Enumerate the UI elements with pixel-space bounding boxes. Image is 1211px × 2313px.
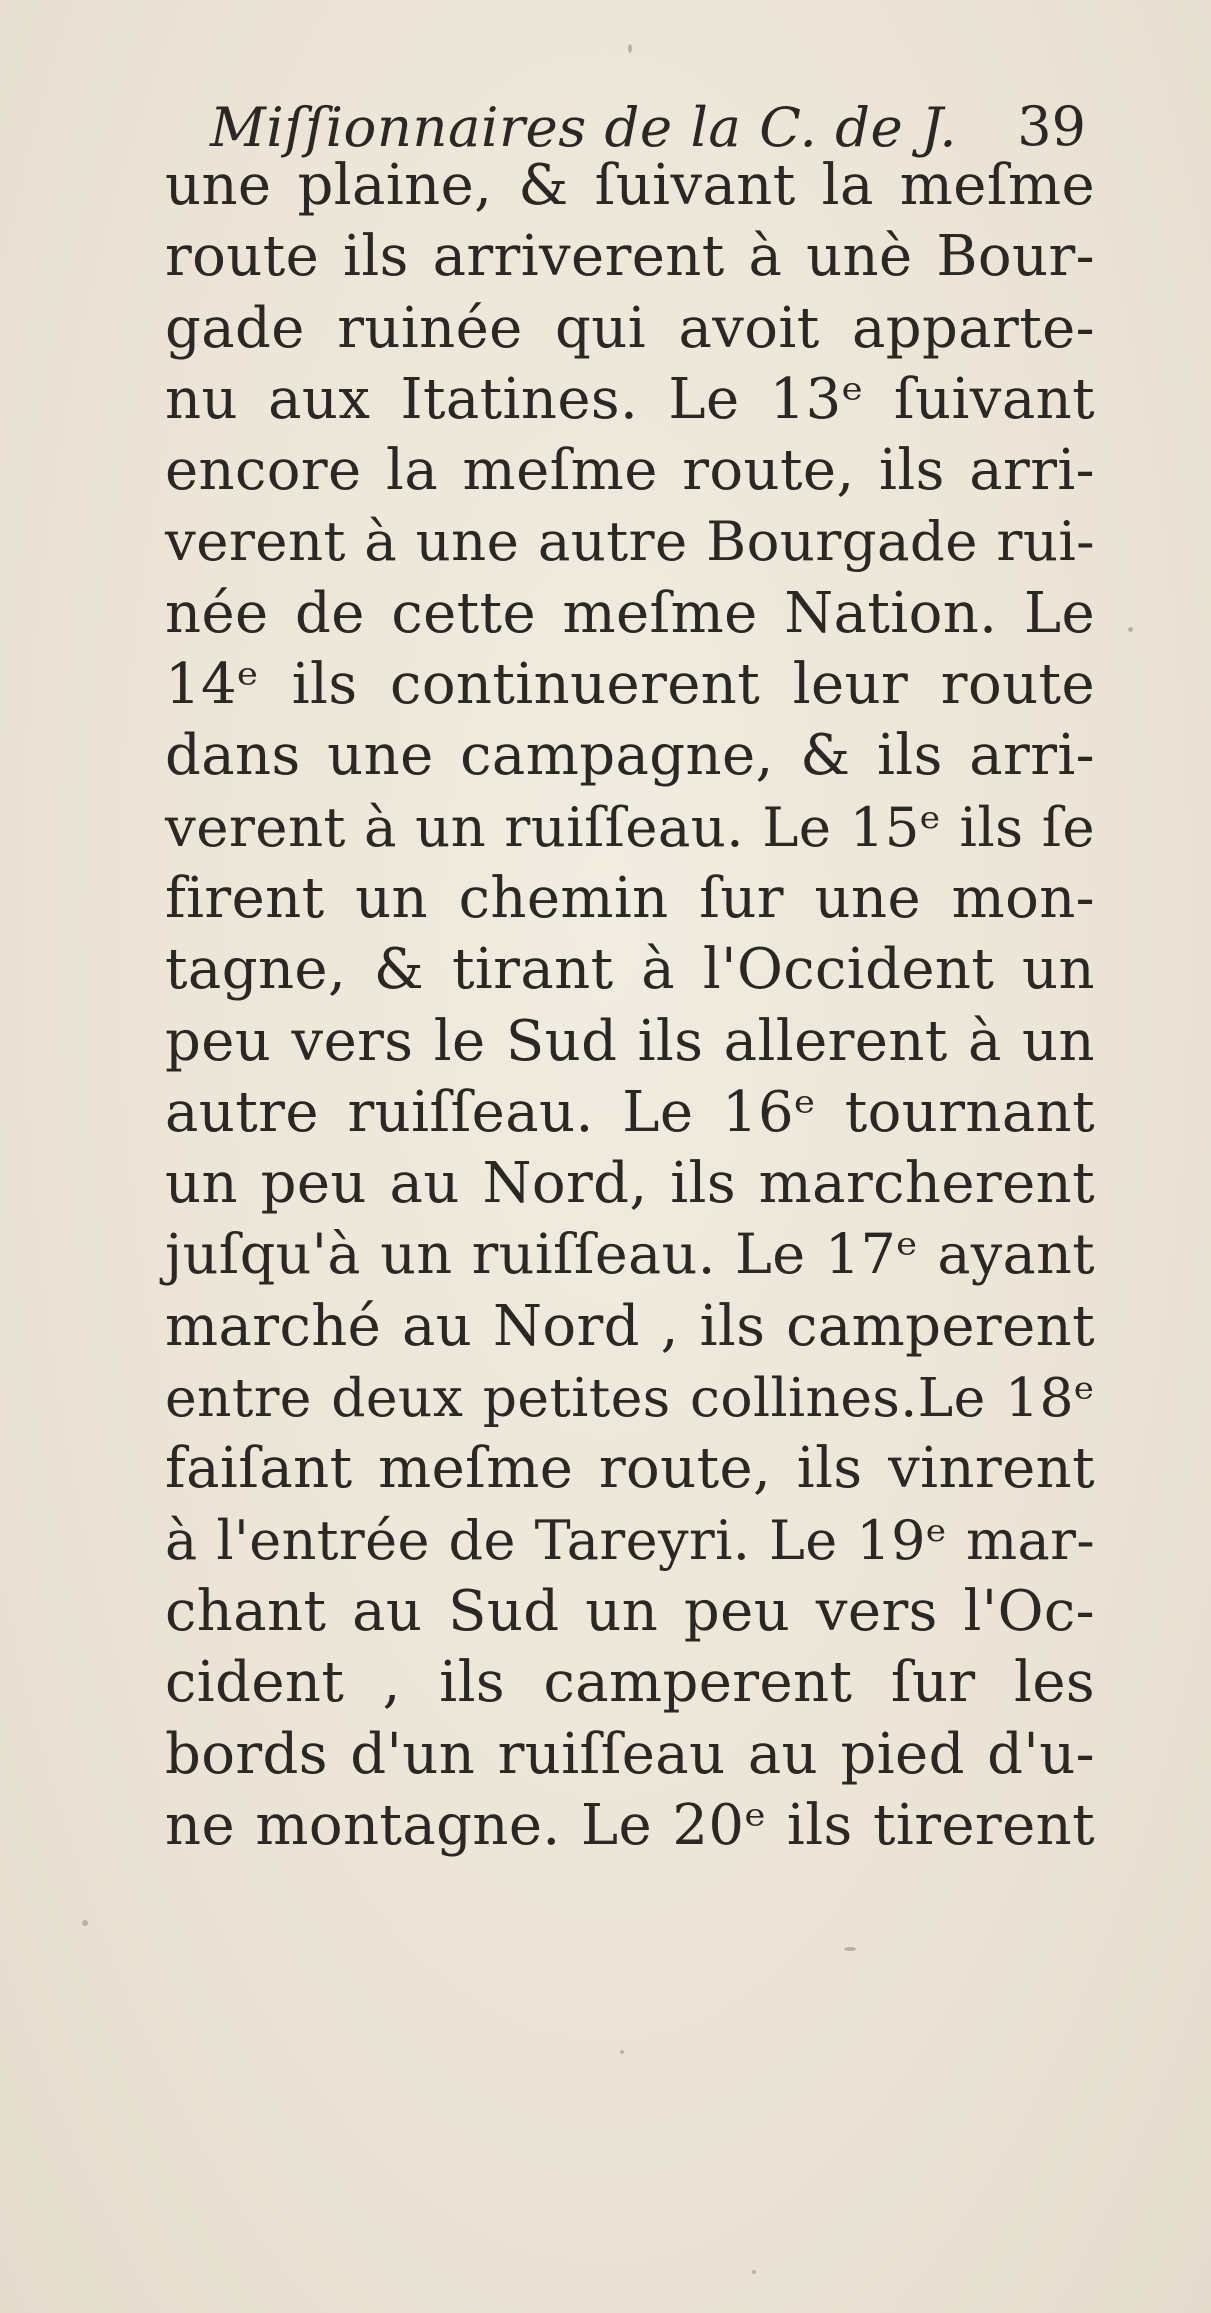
body-text: [165, 150, 1095, 1861]
text-line: née de cette meſme Nation. Le: [165, 580, 1095, 646]
text-line: à l'entrée de Tareyri. Le 19ᵉ mar-: [165, 1508, 1095, 1572]
text-line: peu vers le Sud ils allerent à un: [165, 1008, 1095, 1074]
text-line: autre ruiſſeau. Le 16ᵉ tournant: [165, 1079, 1095, 1145]
text-line: faiſant meſme route, ils vinrent: [165, 1436, 1095, 1502]
text-line: entre deux petites collines.Le 18ᵉ: [165, 1366, 1095, 1430]
text-line: tagne, & tirant à l'Occident un: [165, 937, 1095, 1003]
text-line: firent un chemin ſur une mon-: [165, 865, 1095, 931]
paper-speck: [82, 1920, 88, 1926]
paper-speck: [1128, 627, 1133, 632]
running-title: Miſſionnaires de la C. de J.: [210, 95, 958, 159]
paper-speck: [620, 2050, 624, 2054]
text-line: chant au Sud un peu vers l'Oc-: [165, 1578, 1095, 1644]
text-line: bords d'un ruiſſeau au pied d'u-: [165, 1721, 1095, 1787]
text-line: encore la meſme route, ils arri-: [165, 438, 1095, 504]
text-line: un peu au Nord, ils marcherent: [165, 1151, 1095, 1217]
text-line: verent à un ruiſſeau. Le 15ᵉ ils ſe: [165, 794, 1095, 859]
text-line: une plaine, & ſuivant la meſme: [165, 153, 1095, 218]
text-line: gade ruinée qui avoit apparte-: [165, 295, 1095, 361]
paper-speck: [752, 2270, 756, 2274]
text-line: 14ᵉ ils continuerent leur route: [165, 652, 1095, 718]
paper-speck: [628, 44, 632, 53]
text-line: juſqu'à un ruiſſeau. Le 17ᵉ ayant: [165, 1222, 1095, 1288]
text-line: verent à une autre Bourgade rui-: [165, 509, 1095, 574]
text-line: dans une campagne, & ils arri-: [165, 723, 1095, 789]
text-line: cident , ils camperent ſur les: [165, 1650, 1095, 1716]
text-line: ne montagne. Le 20ᵉ ils tirerent: [165, 1792, 1095, 1858]
text-line: route ils arriverent à unè Bour-: [165, 224, 1095, 290]
text-line: marché au Nord , ils camperent: [165, 1293, 1095, 1359]
text-line: nu aux Itatines. Le 13ᵉ ſuivant: [165, 366, 1095, 432]
paper-speck: [844, 1947, 856, 1951]
page-number: 39: [1017, 95, 1086, 158]
